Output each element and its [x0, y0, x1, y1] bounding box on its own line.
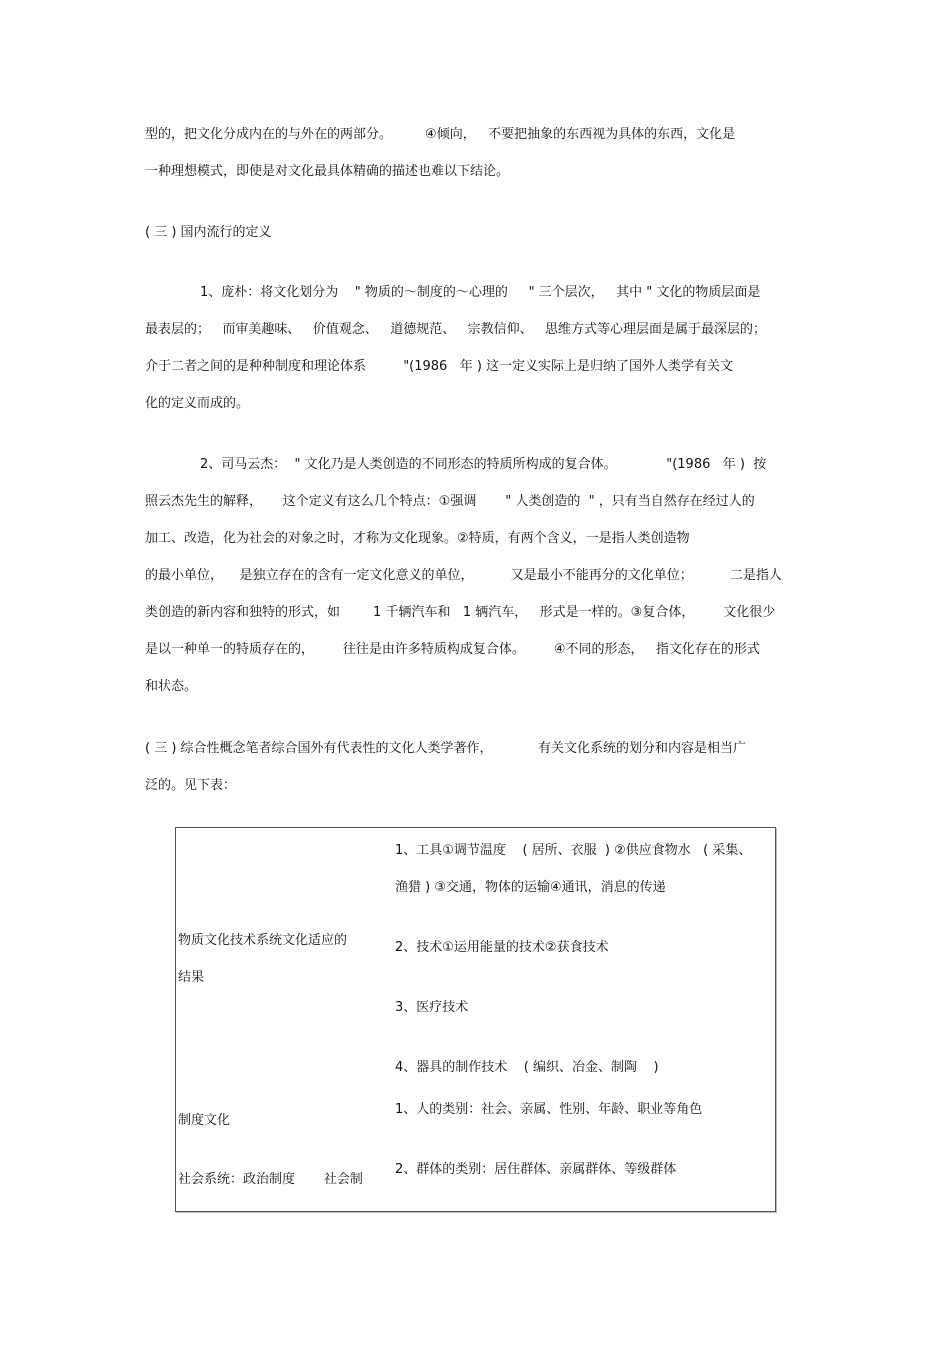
table-right-cell: 2、技术①运用能量的技术②获食技术 — [395, 940, 609, 955]
paragraph-line: 类创造的新内容和独特的形式，如 1 千辆汽车和 1 辆汽车， 形式是一样的。③复合体， 文化很少 — [145, 605, 776, 620]
paragraph-line: 介于二者之间的是种种制度和理论体系 "(1986 年 ) 这一定义实际上是归纳了国外人类学有关文 — [145, 359, 734, 374]
paragraph-line: 加工、改造，化为社会的对象之时，才称为文化现象。②特质，有两个含义，一是指人类创造物 — [145, 531, 690, 546]
paragraph-line: 一种理想模式，即使是对文化最具体精确的描述也难以下结论。 — [145, 164, 510, 179]
table-right-cell: 1、工具①调节温度 ( 居所、衣服 ) ②供应食物水 ( 采集、 — [395, 843, 752, 858]
paragraph-line: 1、庞朴：将文化划分为 " 物质的～制度的～心理的 " 三个层次， 其中 " 文化的物质层面是 — [200, 285, 761, 300]
paragraph-line: 泛的。见下表： — [145, 778, 237, 793]
paragraph-line: 化的定义而成的。 — [145, 396, 250, 411]
table-left-cell: 结果 — [178, 970, 205, 985]
paragraph-line: 的最小单位， 是独立存在的含有一定文化意义的单位， 又是最小不能再分的文化单位； 二是指人 — [145, 568, 782, 583]
table-right-cell: 3、医疗技术 — [395, 1000, 469, 1015]
paragraph-line: 型的，把文化分成内在的与外在的两部分。 ④倾向， 不要把抽象的东西视为具体的东西，文化是 — [145, 127, 736, 142]
table-left-cell: 物质文化技术系统文化适应的 — [178, 933, 348, 948]
table-right-cell: 1、人的类别：社会、亲属、性别、年龄、职业等角色 — [395, 1102, 703, 1117]
table-right-cell: 2、群体的类别：居住群体、亲属群体、等级群体 — [395, 1162, 677, 1177]
paragraph-line: 和状态。 — [145, 679, 198, 694]
section-heading: ( 三 ) 国内流行的定义 — [145, 225, 272, 240]
paragraph-line: 照云杰先生的解释， 这个定义有这么几个特点：①强调 " 人类创造的 " ，只有当自然存在经过人的 — [145, 494, 755, 509]
table-right-cell: 4、器具的制作技术 ( 编织、冶金、制陶 ) — [395, 1060, 659, 1075]
table-left-cell: 社会系统：政治制度 社会制 — [178, 1172, 363, 1187]
culture-system-table — [175, 827, 776, 1212]
paragraph-line: 2、司马云杰： " 文化乃是人类创造的不同形态的特质所构成的复合体。 "(1986 年 ) 按 — [200, 457, 767, 472]
paragraph-line: ( 三 ) 综合性概念笔者综合国外有代表性的文化人类学著作， 有关文化系统的划分和内容是相当广 — [145, 741, 746, 756]
table-right-cell: 渔猎 ) ③交通，物体的运输④通讯，消息的传递 — [395, 880, 666, 895]
paragraph-line: 最表层的； 而审美趣味、 价值观念、 道德规范、 宗教信仰、 思维方式等心理层面是属于最深层的； — [145, 322, 766, 337]
paragraph-line: 是以一种单一的特质存在的， 往往是由许多特质构成复合体。 ④不同的形态， 指文化存在的形式 — [145, 642, 760, 657]
table-left-cell: 制度文化 — [178, 1113, 231, 1128]
